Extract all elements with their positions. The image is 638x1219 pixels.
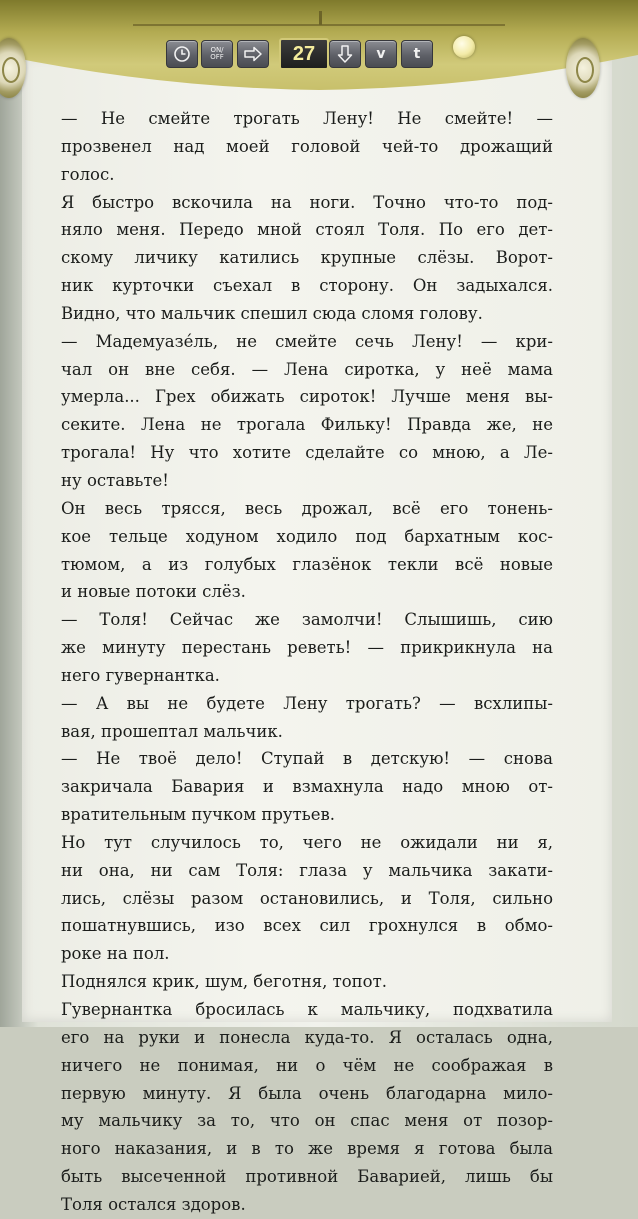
text-line: голос. <box>61 164 115 184</box>
text-line: роке на пол. <box>61 944 170 964</box>
text-line: Гувернантка бросилась к мальчику, подхватила <box>61 1000 553 1019</box>
text-line: первую минуту. Я была очень благодарна мило- <box>61 1083 553 1103</box>
text-line: Но тут случилось то, чего не ожидали ни я, <box>61 832 553 852</box>
text-line: секите. Лена не трогала Фильку! Правда же, не <box>61 415 553 435</box>
arrow-right-icon <box>243 46 263 62</box>
clock-button[interactable] <box>166 40 198 68</box>
text-line: тюмом, а из голубых глазёнок текли всё новые <box>61 554 553 574</box>
text-line: него гувернантка. <box>61 665 220 685</box>
text-line: му мальчику за то, что он спас меня от позор- <box>61 1111 553 1131</box>
onoff-label-bottom: OFF <box>210 53 224 61</box>
text-line: и новые потоки слёз. <box>61 582 246 602</box>
text-line: няло меня. Передо мной стоял Толя. По его дет- <box>61 220 553 240</box>
text-line: ну оставьте! <box>61 470 169 490</box>
text-line: чал он вне себя. — Лена сиротка, у неё мама <box>61 359 553 379</box>
text-line: его на руки и понесла куда-то. Я осталась одна, <box>61 1027 553 1047</box>
page-text <box>61 105 553 1219</box>
text-line: прозвенел над моей головой чей-то дрожащий <box>61 136 553 156</box>
text-line: Толя остался здоров. <box>61 1194 246 1214</box>
text-line: — Не смейте трогать Лену! Не смейте! — <box>61 109 553 128</box>
text-line: ни она, ни сам Толя: глаза у мальчика закати- <box>61 860 553 880</box>
text-line: вратительным пучком прутьев. <box>61 805 335 825</box>
next-page-button[interactable] <box>237 40 269 68</box>
text-line: Он весь трясся, весь дрожал, всё его тонень- <box>61 498 553 518</box>
clock-icon <box>173 45 191 63</box>
scroll-down-button[interactable] <box>329 40 361 68</box>
indicator-lamp-icon <box>453 36 475 58</box>
text-line: Поднялся крик, шум, беготня, топот. <box>61 972 387 992</box>
onoff-label-top: ON/ <box>210 46 224 54</box>
text-line: кое тельце ходуном ходило под бархатным кос- <box>61 526 553 546</box>
text-line: ного наказания, и в то же время я готова была <box>61 1139 553 1159</box>
text-line: закричала Бавария и взмахнула надо мною от- <box>61 777 553 797</box>
text-line: быть высеченной противной Баварией, лишь бы <box>61 1167 553 1187</box>
text-line: — Не твоё дело! Ступай в детскую! — снова <box>61 749 553 769</box>
toolbar-divider-mark <box>319 11 322 25</box>
text-line: вая, прошептал мальчик. <box>61 721 283 741</box>
text-line: Я быстро вскочила на ноги. Точно что-то под- <box>61 192 553 212</box>
text-line: трогала! Ну что хотите сделайте со мною, а Ле- <box>61 443 553 463</box>
text-line: скому личику катились крупные слёзы. Ворот- <box>61 248 553 268</box>
power-toggle-icon <box>210 47 224 61</box>
t-button[interactable]: t <box>401 40 433 68</box>
page-number-display: 27 <box>279 38 329 70</box>
text-line: Видно, что мальчик спешил сюда сломя голову. <box>61 303 483 323</box>
scroll-ornament-right-icon <box>566 38 600 98</box>
v-button[interactable]: v <box>365 40 397 68</box>
power-toggle-button[interactable] <box>201 40 233 68</box>
text-line: — Толя! Сейчас же замолчи! Слышишь, сию <box>61 610 553 630</box>
text-line: лись, слёзы разом остановились, и Толя, сильно <box>61 888 553 908</box>
text-line: умерла... Грех обижать сироток! Лучше меня вы- <box>61 387 553 407</box>
text-line: — А вы не будете Лену трогать? — всхлипы- <box>61 693 553 713</box>
text-line: ник курточки съехал в сторону. Он задыхался. <box>61 276 553 296</box>
text-line: пошатнувшись, изо всех сил грохнулся в обмо- <box>61 916 553 936</box>
text-line: — Мадемуазе́ль, не смейте сечь Лену! — кри- <box>61 331 553 351</box>
arrow-down-icon <box>337 44 353 64</box>
text-line: ничего не понимая, ни о чём не соображая в <box>61 1055 553 1075</box>
text-line: же минуту перестань реветь! — прикрикнула на <box>61 638 553 658</box>
